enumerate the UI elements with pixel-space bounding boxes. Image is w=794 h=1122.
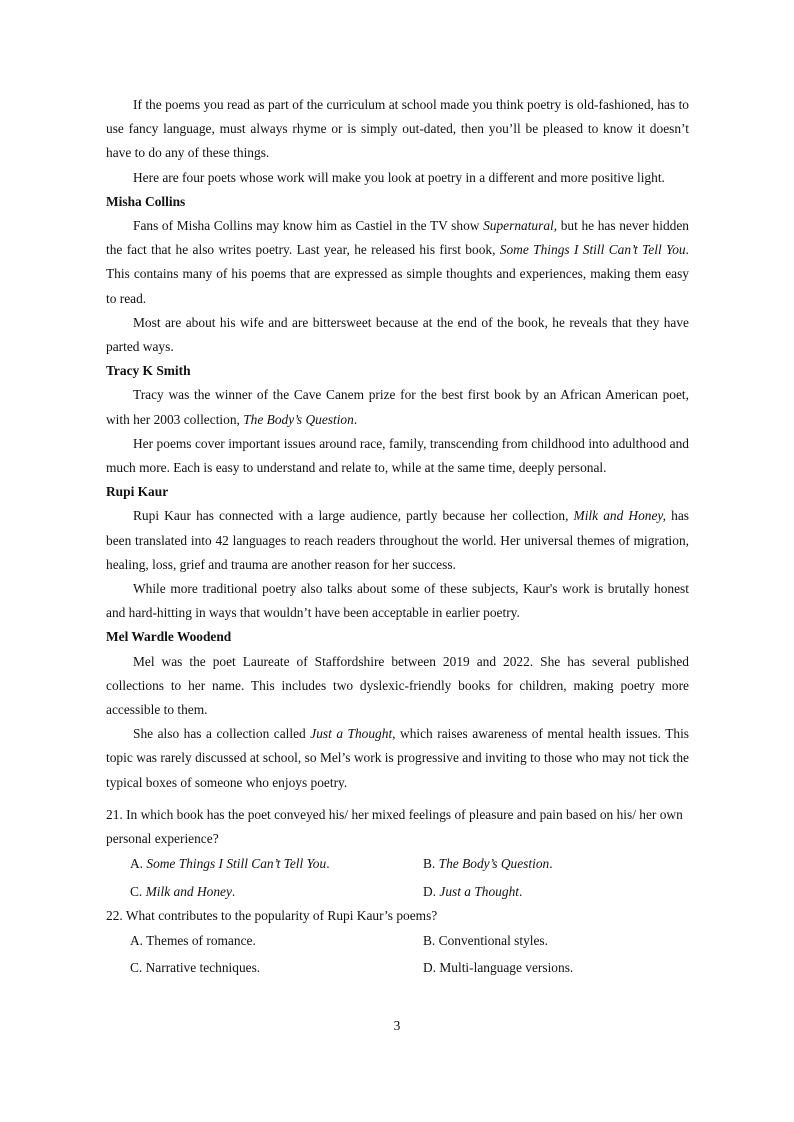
heading-mel-wardle-woodend: Mel Wardle Woodend [106,629,232,645]
option-a[interactable]: A. Some Things I Still Can’t Tell You. [130,856,330,872]
intro-paragraph-2: Here are four poets whose work will make you look at poetry in a different and more positive light. [133,169,665,185]
option-b[interactable]: B. Conventional styles. [423,932,548,948]
heading-misha-collins: Misha Collins [106,193,186,209]
rupi-paragraph-2: While more traditional poetry also talks about some of these subjects, Kaur's work is brutally honest and hard-hitting in ways that wouldn’t have been acceptable in earlier poetry. [106,581,689,621]
heading-tracy-k-smith: Tracy K Smith [106,363,191,379]
option-c[interactable]: C. Narrative techniques. [130,960,261,976]
mel-paragraph-2: She also has a collection called Just a Thought, which raises awareness of mental health issues. This topic was rarely discussed at school, so Mel’s work is progressive and inviting to those who may not tick the typical boxes of someone who enjoys poetry. [106,726,689,790]
article-body [106,93,689,980]
tracy-paragraph-2: Her poems cover important issues around race, family, transcending from childhood into adulthood and much more. Each is easy to understand and relate to, while at the same time, deeply personal. [106,435,689,476]
misha-paragraph-1: Fans of Misha Collins may know him as Castiel in the TV show Supernatural, but he has never hidden the fact that he also writes poetry. Last year, he released his first book, Some Things I Still Can’t Tell You. This contains many of his poems that are expressed as simple thoughts and experiences, making them easy to read. [106,218,689,306]
option-d[interactable]: D. Just a Thought. [423,883,523,899]
answer-options [106,929,689,980]
page-number: 3 [393,1018,401,1033]
question-22 [106,904,689,981]
question-21 [106,803,689,904]
book-title: Just a Thought [310,726,393,742]
tracy-paragraph-1: Tracy was the winner of the Cave Canem prize for the best first book by an African American poet, with her 2003 collection, The Body’s Question. [106,387,689,427]
book-title: Some Things I Still Can’t Tell You [499,242,686,258]
option-d[interactable]: D. Multi-language versions. [423,960,574,976]
question-stem: 22. What contributes to the popularity of Rupi Kaur’s poems? [106,907,438,923]
answer-options [106,852,689,903]
book-title: Milk and Honey, [573,508,666,524]
rupi-paragraph-1: Rupi Kaur has connected with a large audience, partly because her collection, Milk and Honey, has been translated into 42 languages to reach readers throughout the world. Her universal themes of migration, healing, loss, grief and trauma are another reason for her success. [106,508,689,572]
heading-rupi-kaur: Rupi Kaur [106,484,169,500]
mel-paragraph-1: Mel was the poet Laureate of Staffordshire between 2019 and 2022. She has several published collections to her name. This includes two dyslexic-friendly books for children, making poetry more accessible to them. [106,653,689,718]
question-stem: 21. In which book has the poet conveyed his/ her mixed feelings of pleasure and pain based on his/ her own personal experience? [106,806,683,847]
option-b[interactable]: B. The Body’s Question. [423,856,553,872]
show-title: Supernatural [483,218,554,234]
misha-paragraph-2: Most are about his wife and are bittersweet because at the end of the book, he reveals that they have parted ways. [106,314,689,355]
option-a[interactable]: A. Themes of romance. [130,932,256,948]
option-c[interactable]: C. Milk and Honey. [130,883,236,899]
intro-paragraph-1: If the poems you read as part of the curriculum at school made you think poetry is old-fashioned, has to use fancy language, must always rhyme or is simply out-dated, then you’ll be pleased to know it doesn’t have to do any of these things. [106,97,689,161]
book-title: The Body’s Question [243,411,354,427]
